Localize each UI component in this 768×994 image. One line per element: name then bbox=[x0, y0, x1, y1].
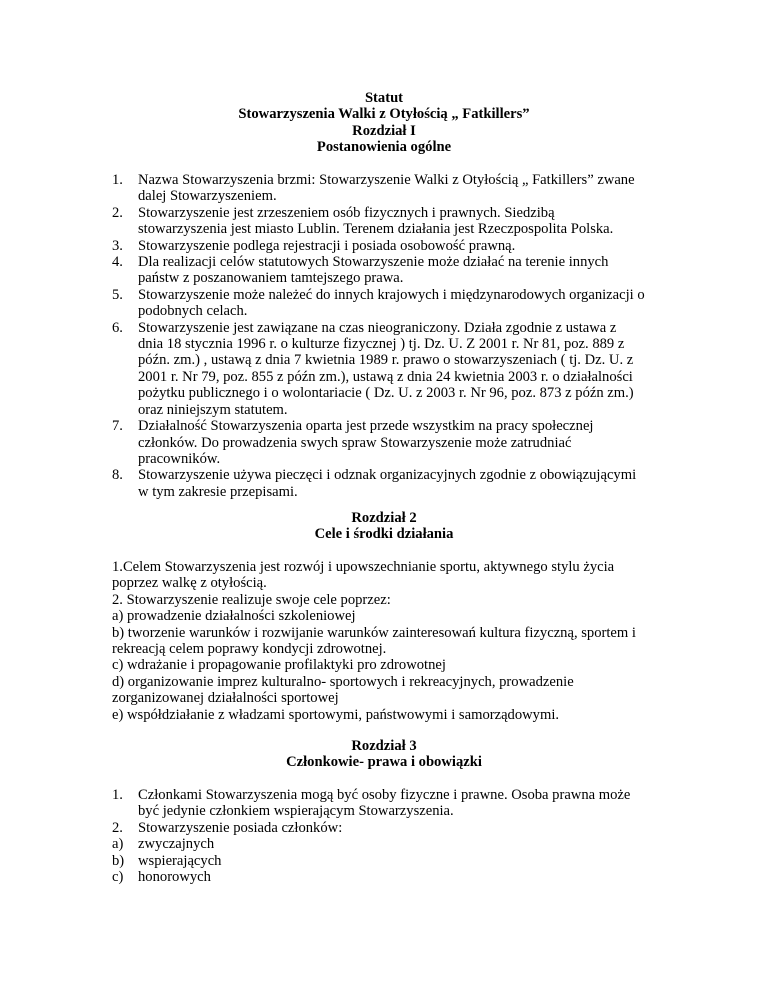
item-text-line: późn. zm.) , ustawą z dnia 7 kwietnia 1989 r. prawo o stowarzyszeniach ( tj. Dz. U. z bbox=[138, 352, 634, 369]
body-line: c) wdrażanie i propagowanie profilaktyki pro zdrowotnej bbox=[112, 657, 446, 674]
body-line: rekreacją celem poprawy kondycji zdrowotnej. bbox=[112, 641, 387, 658]
body-line: 2. Stowarzyszenie realizuje swoje cele poprzez: bbox=[112, 591, 391, 608]
item-text-line: 2001 r. Nr 79, poz. 855 z późn zm.), ustawą z dnia 24 kwietnia 2003 r. o działalności bbox=[138, 368, 633, 385]
statute-header bbox=[0, 90, 768, 156]
chapter-1-title: Rozdział I bbox=[352, 122, 416, 139]
list-item bbox=[112, 853, 692, 869]
item-text-line: Stowarzyszenie używa pieczęci i odznak organizacyjnych zgodnie z obowiązującymi bbox=[138, 467, 637, 484]
list-item bbox=[112, 320, 692, 418]
body-line: e) współdziałanie z władzami sportowymi, państwowymi i samorządowymi. bbox=[112, 706, 560, 723]
body-line: poprzez walkę z otyłością. bbox=[112, 575, 267, 592]
item-text-line: zwyczajnych bbox=[138, 836, 215, 853]
chapter-1-list bbox=[112, 172, 692, 500]
item-text-line: w tym zakresie przepisami. bbox=[138, 483, 298, 500]
chapter-3-subtitle: Członkowie- prawa i obowiązki bbox=[286, 754, 482, 771]
item-number: 5. bbox=[112, 286, 123, 303]
list-item bbox=[112, 172, 692, 205]
list-item bbox=[112, 820, 692, 836]
item-number: 2. bbox=[112, 204, 123, 221]
body-line: d) organizowanie imprez kulturalno- sportowych i rekreacyjnych, prowadzenie bbox=[112, 673, 574, 690]
list-item bbox=[112, 205, 692, 238]
item-number: 6. bbox=[112, 319, 123, 336]
item-number: 2. bbox=[112, 819, 123, 836]
item-text-line: Stowarzyszenie podlega rejestracji i posiada osobowość prawną. bbox=[138, 237, 516, 254]
list-item bbox=[112, 287, 692, 320]
list-item bbox=[112, 254, 692, 287]
item-text-line: Nazwa Stowarzyszenia brzmi: Stowarzyszenie Walki z Otyłością „ Fatkillers” zwane bbox=[138, 172, 635, 188]
chapter-2-header bbox=[0, 510, 768, 543]
item-text-line: podobnych celach. bbox=[138, 303, 248, 320]
item-text-line: Stowarzyszenie może należeć do innych krajowych i międzynarodowych organizacji o bbox=[138, 286, 645, 303]
chapter-2-body bbox=[112, 559, 692, 723]
body-line: b) tworzenie warunków i rozwijanie warunków zainteresowań kultura fizyczną, sportem i bbox=[112, 624, 636, 641]
list-item bbox=[112, 238, 692, 254]
item-text-line: Działalność Stowarzyszenia oparta jest przede wszystkim na pracy społecznej bbox=[138, 418, 594, 435]
item-number: a) bbox=[112, 836, 124, 853]
item-text-line: Dla realizacji celów statutowych Stowarzyszenie może działać na terenie innych bbox=[138, 254, 609, 271]
item-text-line: stowarzyszenia jest miasto Lublin. Terenem działania jest Rzeczpospolita Polska. bbox=[138, 221, 614, 238]
item-number: 4. bbox=[112, 254, 123, 271]
item-number: 1. bbox=[112, 172, 123, 188]
body-line: 1.Celem Stowarzyszenia jest rozwój i upowszechnianie sportu, aktywnego stylu życia bbox=[112, 559, 615, 575]
item-text-line: pożytku publicznego i o wolontariacie ( Dz. U. z 2003 r. Nr 96, poz. 873 z późn zm.) bbox=[138, 385, 634, 402]
list-item bbox=[112, 869, 692, 885]
chapter-1-subtitle: Postanowienia ogólne bbox=[316, 139, 452, 156]
item-text-line: dnia 18 stycznia 1996 r. o kulturze fizycznej ) tj. Dz. U. Z 2001 r. Nr 81, poz. 889 z bbox=[138, 336, 625, 353]
item-number: c) bbox=[112, 869, 124, 886]
association-name: Stowarzyszenia Walki z Otyłością „ Fatkillers” bbox=[238, 106, 530, 123]
item-text-line: być jedynie członkiem wspierającym Stowarzyszenia. bbox=[138, 803, 454, 820]
item-text-line: Stowarzyszenie jest zawiązane na czas nieograniczony. Działa zgodnie z ustawa z bbox=[138, 319, 617, 336]
item-text-line: Stowarzyszenie posiada członków: bbox=[138, 819, 343, 836]
item-text-line: Stowarzyszenie jest zrzeszeniem osób fizycznych i prawnych. Siedzibą bbox=[138, 204, 555, 221]
item-number: 7. bbox=[112, 418, 123, 435]
item-text-line: wspierających bbox=[138, 852, 222, 869]
item-text-line: Członkami Stowarzyszenia mogą być osoby fizyczne i prawne. Osoba prawna może bbox=[138, 787, 631, 803]
item-number: 8. bbox=[112, 467, 123, 484]
chapter-3-header bbox=[0, 738, 768, 771]
item-text-line: pracowników. bbox=[138, 450, 221, 467]
list-item bbox=[112, 418, 692, 467]
list-item bbox=[112, 836, 692, 852]
item-number: 3. bbox=[112, 237, 123, 254]
chapter-2-subtitle: Cele i środki działania bbox=[314, 526, 454, 543]
item-text-line: oraz niniejszym statutem. bbox=[138, 401, 288, 418]
item-text-line: państw z poszanowaniem tamtejszego prawa. bbox=[138, 270, 404, 287]
body-line: zorganizowanej działalności sportowej bbox=[112, 690, 339, 707]
item-number: 1. bbox=[112, 787, 123, 803]
chapter-3-list bbox=[112, 787, 692, 885]
item-text-line: członków. Do prowadzenia swych spraw Stowarzyszenie może zatrudniać bbox=[138, 434, 572, 451]
list-item bbox=[112, 467, 692, 500]
chapter-2-title: Rozdział 2 bbox=[351, 510, 417, 526]
item-text-line: honorowych bbox=[138, 869, 211, 886]
body-line: a) prowadzenie działalności szkoleniowej bbox=[112, 608, 356, 625]
item-number: b) bbox=[112, 852, 125, 869]
document-title: Statut bbox=[364, 90, 404, 106]
list-item bbox=[112, 787, 692, 820]
chapter-3-title: Rozdział 3 bbox=[351, 738, 417, 754]
item-text-line: dalej Stowarzyszeniem. bbox=[138, 188, 277, 205]
